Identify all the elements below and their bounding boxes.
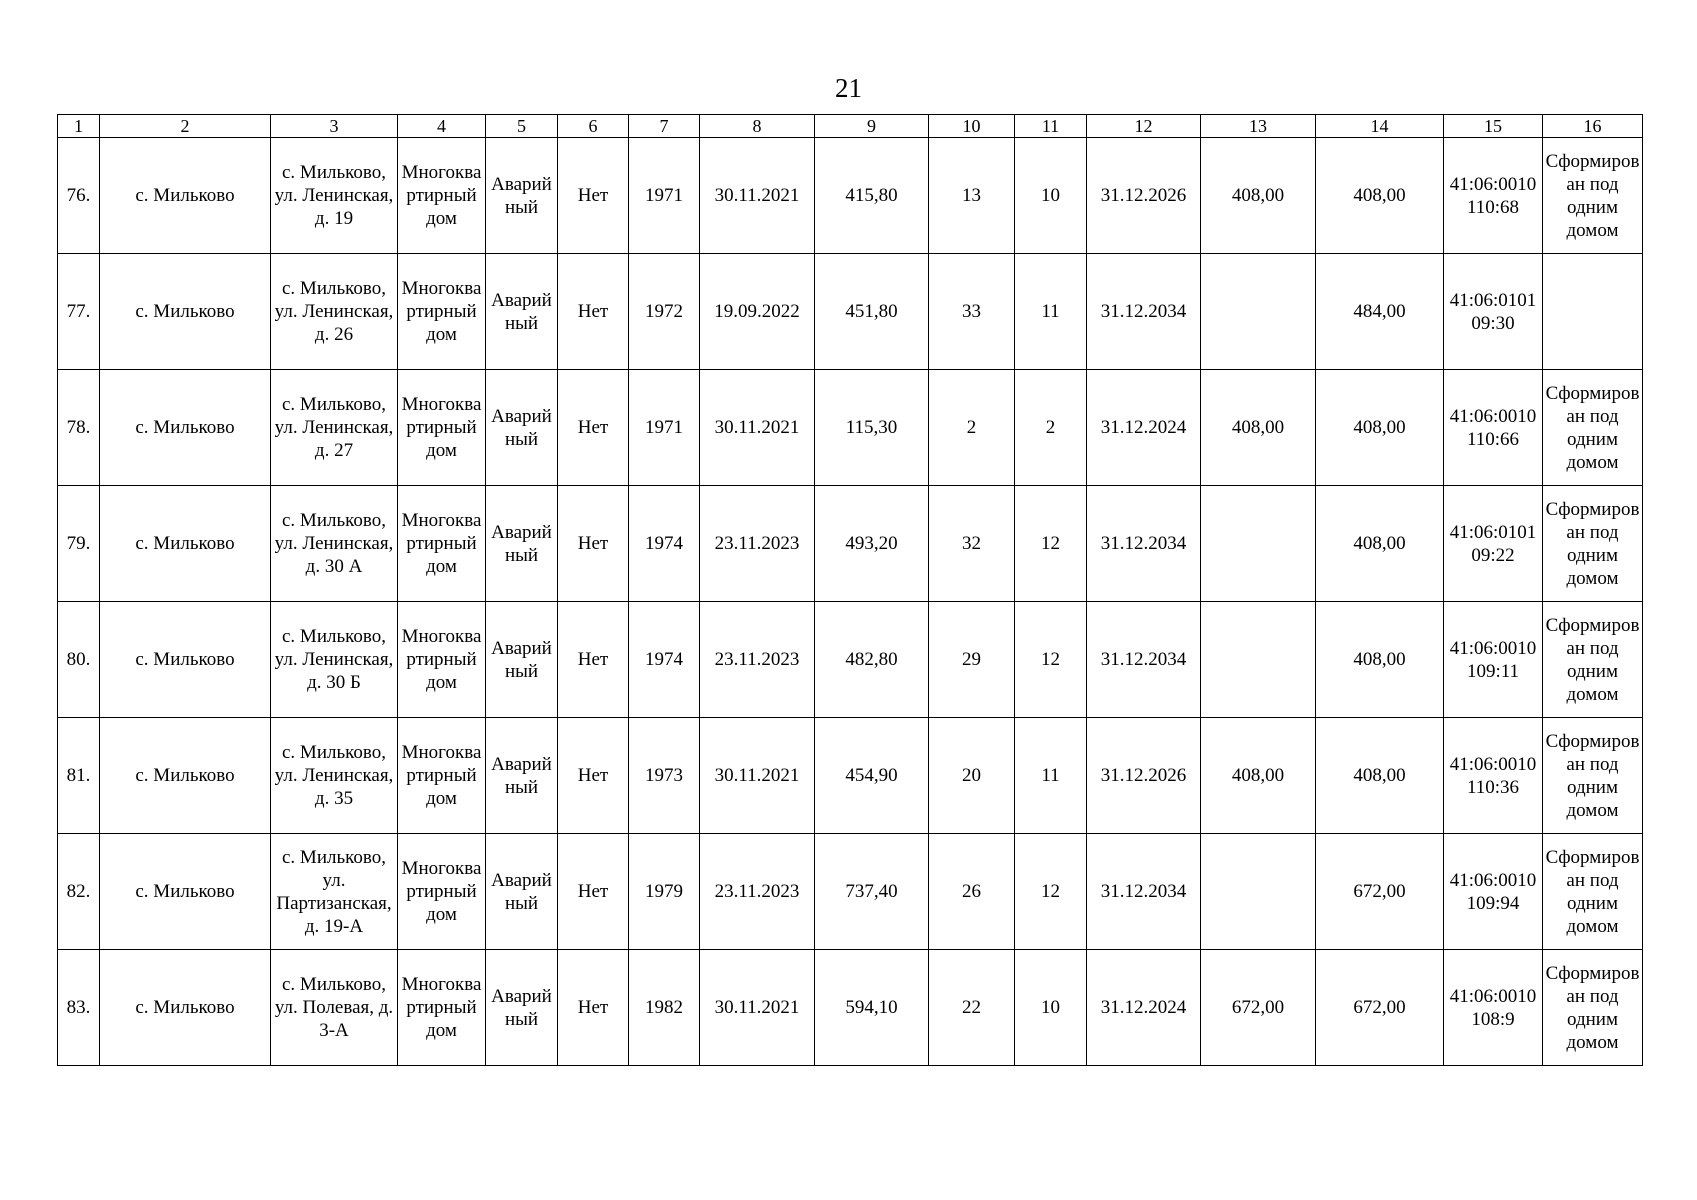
column-number-row <box>58 115 1643 138</box>
column-number-9: 9 <box>815 115 929 138</box>
cadastral-number-cell: 41:06:010109:22 <box>1444 486 1543 602</box>
value-a-cell: 408,00 <box>1201 138 1316 254</box>
column-number-1: 1 <box>58 115 100 138</box>
condition-cell: Аварийный <box>486 950 558 1066</box>
settlement-cell: с. Мильково <box>100 254 271 370</box>
value-a-cell <box>1201 254 1316 370</box>
deadline-cell: 31.12.2026 <box>1087 718 1201 834</box>
building-type-cell: Многоквартирный дом <box>398 138 486 254</box>
building-type-cell: Многоквартирный дом <box>398 602 486 718</box>
row-number-cell: 81. <box>58 718 100 834</box>
count-a-cell: 2 <box>929 370 1015 486</box>
column-number-15: 15 <box>1444 115 1543 138</box>
decision-date-cell: 30.11.2021 <box>700 370 815 486</box>
condition-cell: Аварийный <box>486 370 558 486</box>
page-number: 21 <box>835 73 862 103</box>
address-cell: с. Мильково, ул. Ленинская, д. 27 <box>271 370 398 486</box>
building-type-cell: Многоквартирный дом <box>398 834 486 950</box>
address-cell: с. Мильково, ул. Ленинская, д. 35 <box>271 718 398 834</box>
row-number-cell: 82. <box>58 834 100 950</box>
count-b-cell: 2 <box>1015 370 1087 486</box>
settlement-cell: с. Мильково <box>100 602 271 718</box>
condition-cell: Аварийный <box>486 718 558 834</box>
year-cell: 1982 <box>629 950 700 1066</box>
table-row <box>58 950 1643 1066</box>
decision-date-cell: 19.09.2022 <box>700 254 815 370</box>
building-type-cell: Многоквартирный дом <box>398 718 486 834</box>
cadastral-number-cell: 41:06:0010110:36 <box>1444 718 1543 834</box>
column-number-2: 2 <box>100 115 271 138</box>
table-row <box>58 254 1643 370</box>
settlement-cell: с. Мильково <box>100 138 271 254</box>
area-cell: 415,80 <box>815 138 929 254</box>
area-cell: 482,80 <box>815 602 929 718</box>
settlement-cell: с. Мильково <box>100 486 271 602</box>
value-b-cell: 408,00 <box>1316 370 1444 486</box>
building-type-cell: Многоквартирный дом <box>398 370 486 486</box>
count-a-cell: 33 <box>929 254 1015 370</box>
housing-registry-table <box>57 114 1643 1066</box>
year-cell: 1973 <box>629 718 700 834</box>
value-a-cell: 672,00 <box>1201 950 1316 1066</box>
year-cell: 1974 <box>629 602 700 718</box>
flag-cell: Нет <box>558 370 629 486</box>
area-cell: 493,20 <box>815 486 929 602</box>
row-number-cell: 76. <box>58 138 100 254</box>
column-number-14: 14 <box>1316 115 1444 138</box>
building-type-cell: Многоквартирный дом <box>398 486 486 602</box>
land-status-cell: Сформирован под одним домом <box>1543 950 1643 1066</box>
deadline-cell: 31.12.2024 <box>1087 950 1201 1066</box>
table-row <box>58 486 1643 602</box>
cadastral-number-cell: 41:06:0010110:66 <box>1444 370 1543 486</box>
condition-cell: Аварийный <box>486 254 558 370</box>
decision-date-cell: 23.11.2023 <box>700 602 815 718</box>
column-number-4: 4 <box>398 115 486 138</box>
deadline-cell: 31.12.2034 <box>1087 602 1201 718</box>
land-status-cell: Сформирован под одним домом <box>1543 370 1643 486</box>
flag-cell: Нет <box>558 602 629 718</box>
column-number-7: 7 <box>629 115 700 138</box>
cadastral-number-cell: 41:06:010109:30 <box>1444 254 1543 370</box>
land-status-cell: Сформирован под одним домом <box>1543 486 1643 602</box>
condition-cell: Аварийный <box>486 138 558 254</box>
year-cell: 1974 <box>629 486 700 602</box>
land-status-cell: Сформирован под одним домом <box>1543 718 1643 834</box>
land-status-cell: Сформирован под одним домом <box>1543 834 1643 950</box>
address-cell: с. Мильково, ул. Ленинская, д. 26 <box>271 254 398 370</box>
count-a-cell: 13 <box>929 138 1015 254</box>
condition-cell: Аварийный <box>486 602 558 718</box>
area-cell: 594,10 <box>815 950 929 1066</box>
value-a-cell: 408,00 <box>1201 370 1316 486</box>
count-a-cell: 29 <box>929 602 1015 718</box>
column-number-16: 16 <box>1543 115 1643 138</box>
flag-cell: Нет <box>558 718 629 834</box>
flag-cell: Нет <box>558 950 629 1066</box>
column-number-6: 6 <box>558 115 629 138</box>
count-b-cell: 11 <box>1015 254 1087 370</box>
condition-cell: Аварийный <box>486 834 558 950</box>
column-number-3: 3 <box>271 115 398 138</box>
value-b-cell: 408,00 <box>1316 602 1444 718</box>
settlement-cell: с. Мильково <box>100 718 271 834</box>
value-b-cell: 408,00 <box>1316 486 1444 602</box>
area-cell: 115,30 <box>815 370 929 486</box>
flag-cell: Нет <box>558 138 629 254</box>
value-b-cell: 408,00 <box>1316 138 1444 254</box>
count-a-cell: 22 <box>929 950 1015 1066</box>
row-number-cell: 77. <box>58 254 100 370</box>
count-a-cell: 20 <box>929 718 1015 834</box>
column-number-13: 13 <box>1201 115 1316 138</box>
deadline-cell: 31.12.2034 <box>1087 486 1201 602</box>
cadastral-number-cell: 41:06:0010109:11 <box>1444 602 1543 718</box>
deadline-cell: 31.12.2034 <box>1087 834 1201 950</box>
column-number-12: 12 <box>1087 115 1201 138</box>
row-number-cell: 78. <box>58 370 100 486</box>
table-row <box>58 602 1643 718</box>
year-cell: 1971 <box>629 370 700 486</box>
count-b-cell: 10 <box>1015 950 1087 1066</box>
building-type-cell: Многоквартирный дом <box>398 254 486 370</box>
count-a-cell: 26 <box>929 834 1015 950</box>
table-row <box>58 834 1643 950</box>
year-cell: 1972 <box>629 254 700 370</box>
cadastral-number-cell: 41:06:0010110:68 <box>1444 138 1543 254</box>
cadastral-number-cell: 41:06:0010109:94 <box>1444 834 1543 950</box>
count-b-cell: 10 <box>1015 138 1087 254</box>
deadline-cell: 31.12.2034 <box>1087 254 1201 370</box>
land-status-cell <box>1543 254 1643 370</box>
column-number-10: 10 <box>929 115 1015 138</box>
building-type-cell: Многоквартирный дом <box>398 950 486 1066</box>
value-a-cell <box>1201 602 1316 718</box>
area-cell: 737,40 <box>815 834 929 950</box>
value-a-cell <box>1201 834 1316 950</box>
flag-cell: Нет <box>558 254 629 370</box>
value-b-cell: 484,00 <box>1316 254 1444 370</box>
decision-date-cell: 30.11.2021 <box>700 138 815 254</box>
count-b-cell: 12 <box>1015 486 1087 602</box>
address-cell: с. Мильково, ул. Ленинская, д. 19 <box>271 138 398 254</box>
value-b-cell: 408,00 <box>1316 718 1444 834</box>
value-b-cell: 672,00 <box>1316 834 1444 950</box>
decision-date-cell: 23.11.2023 <box>700 486 815 602</box>
deadline-cell: 31.12.2026 <box>1087 138 1201 254</box>
area-cell: 454,90 <box>815 718 929 834</box>
settlement-cell: с. Мильково <box>100 834 271 950</box>
year-cell: 1971 <box>629 138 700 254</box>
cadastral-number-cell: 41:06:0010108:9 <box>1444 950 1543 1066</box>
address-cell: с. Мильково, ул. Ленинская, д. 30 А <box>271 486 398 602</box>
area-cell: 451,80 <box>815 254 929 370</box>
address-cell: с. Мильково, ул. Партизанская, д. 19-А <box>271 834 398 950</box>
count-b-cell: 12 <box>1015 602 1087 718</box>
settlement-cell: с. Мильково <box>100 370 271 486</box>
count-b-cell: 11 <box>1015 718 1087 834</box>
decision-date-cell: 23.11.2023 <box>700 834 815 950</box>
decision-date-cell: 30.11.2021 <box>700 950 815 1066</box>
condition-cell: Аварийный <box>486 486 558 602</box>
deadline-cell: 31.12.2024 <box>1087 370 1201 486</box>
value-a-cell <box>1201 486 1316 602</box>
value-a-cell: 408,00 <box>1201 718 1316 834</box>
table-row <box>58 138 1643 254</box>
table-row <box>58 718 1643 834</box>
year-cell: 1979 <box>629 834 700 950</box>
table-row <box>58 370 1643 486</box>
row-number-cell: 83. <box>58 950 100 1066</box>
address-cell: с. Мильково, ул. Полевая, д. 3-А <box>271 950 398 1066</box>
land-status-cell: Сформирован под одним домом <box>1543 138 1643 254</box>
value-b-cell: 672,00 <box>1316 950 1444 1066</box>
land-status-cell: Сформирован под одним домом <box>1543 602 1643 718</box>
count-b-cell: 12 <box>1015 834 1087 950</box>
flag-cell: Нет <box>558 486 629 602</box>
column-number-5: 5 <box>486 115 558 138</box>
column-number-11: 11 <box>1015 115 1087 138</box>
settlement-cell: с. Мильково <box>100 950 271 1066</box>
address-cell: с. Мильково, ул. Ленинская, д. 30 Б <box>271 602 398 718</box>
column-number-8: 8 <box>700 115 815 138</box>
flag-cell: Нет <box>558 834 629 950</box>
decision-date-cell: 30.11.2021 <box>700 718 815 834</box>
count-a-cell: 32 <box>929 486 1015 602</box>
row-number-cell: 79. <box>58 486 100 602</box>
row-number-cell: 80. <box>58 602 100 718</box>
